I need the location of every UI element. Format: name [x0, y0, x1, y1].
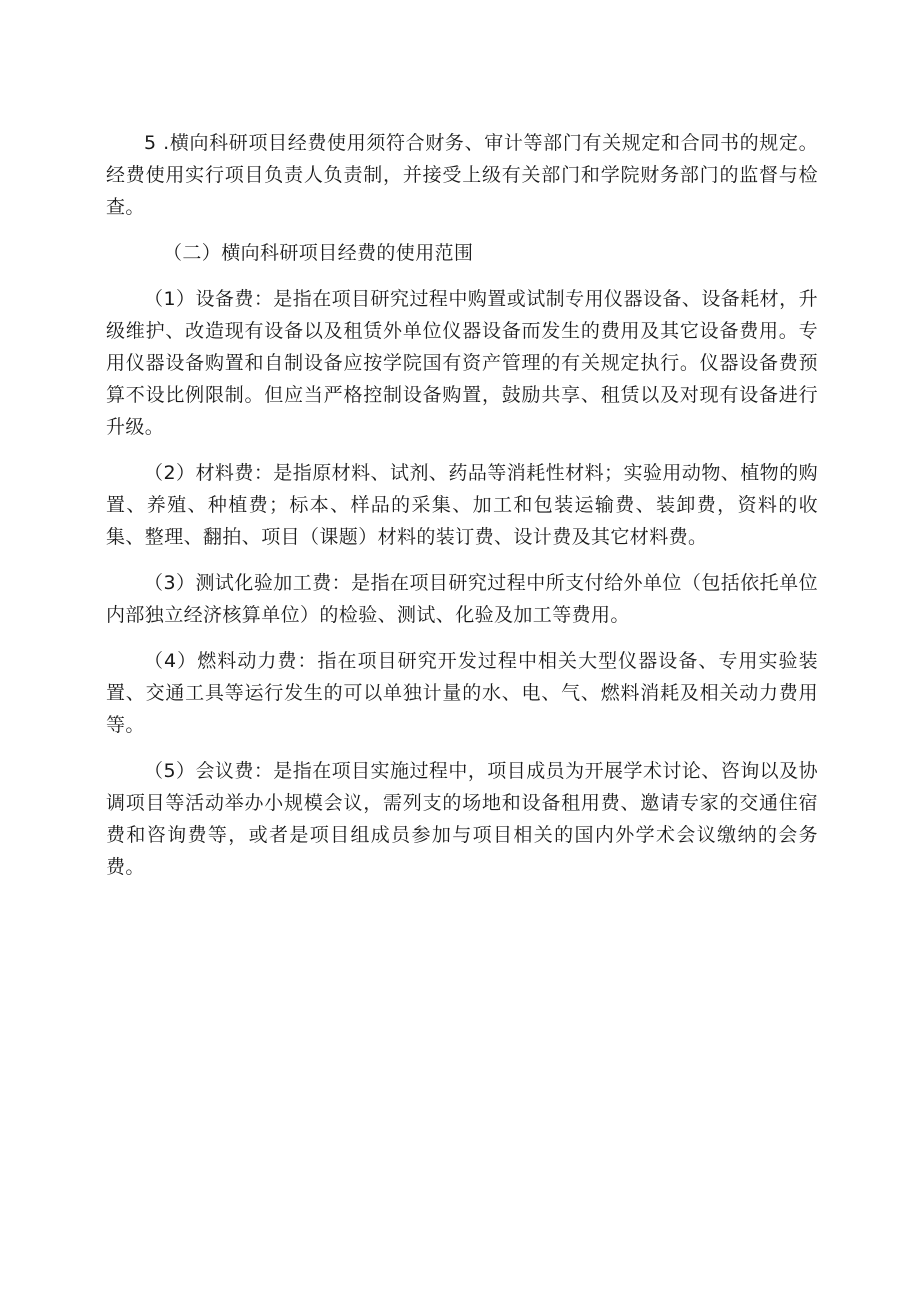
- section-heading-usage-scope: （二）横向科研项目经费的使用范围: [163, 242, 474, 264]
- paragraph-testing-fee: （3）测试化验加工费：是指在项目研究过程中所支付给外单位（包括依托单位内部独立经济核算单位）的检验、测试、化验及加工等费用。: [106, 572, 818, 626]
- paragraph-meeting-fee: （5）会议费：是指在项目实施过程中，项目成员为开展学术讨论、咨询以及协调项目等活动举办小规模会议，需列支的场地和设备租用费、邀请专家的交通住宿费和咨询费等，或者是项目组成员参加与项目相关的国内外学术会议缴纳的会务费。: [106, 760, 818, 878]
- paragraph-material-fee: （2）材料费：是指原材料、试剂、药品等消耗性材料；实验用动物、植物的购置、养殖、种植费；标本、样品的采集、加工和包装运输费、装卸费，资料的收集、整理、翻拍、项目（课题）材料的装订费、设计费及其它材料费。: [106, 462, 818, 548]
- paragraph-supervision: 5 .横向科研项目经费使用须符合财务、审计等部门有关规定和合同书的规定。经费使用实行项目负责人负责制，并接受上级有关部门和学院财务部门的监督与检查。: [106, 132, 818, 218]
- document-body: [106, 127, 818, 883]
- paragraph-fuel-power-fee: （4）燃料动力费：指在项目研究开发过程中相关大型仪器设备、专用实验装置、交通工具等运行发生的可以单独计量的水、电、气、燃料消耗及相关动力费用等。: [106, 650, 818, 736]
- paragraph-equipment-fee: （1）设备费：是指在项目研究过程中购置或试制专用仪器设备、设备耗材，升级维护、改造现有设备以及租赁外单位仪器设备而发生的费用及其它设备费用。专用仪器设备购置和自制设备应按学院国有资产管理的有关规定执行。仪器设备费预算不设比例限制。但应当严格控制设备购置，鼓励共享、租赁以及对现有设备进行升级。: [106, 288, 818, 438]
